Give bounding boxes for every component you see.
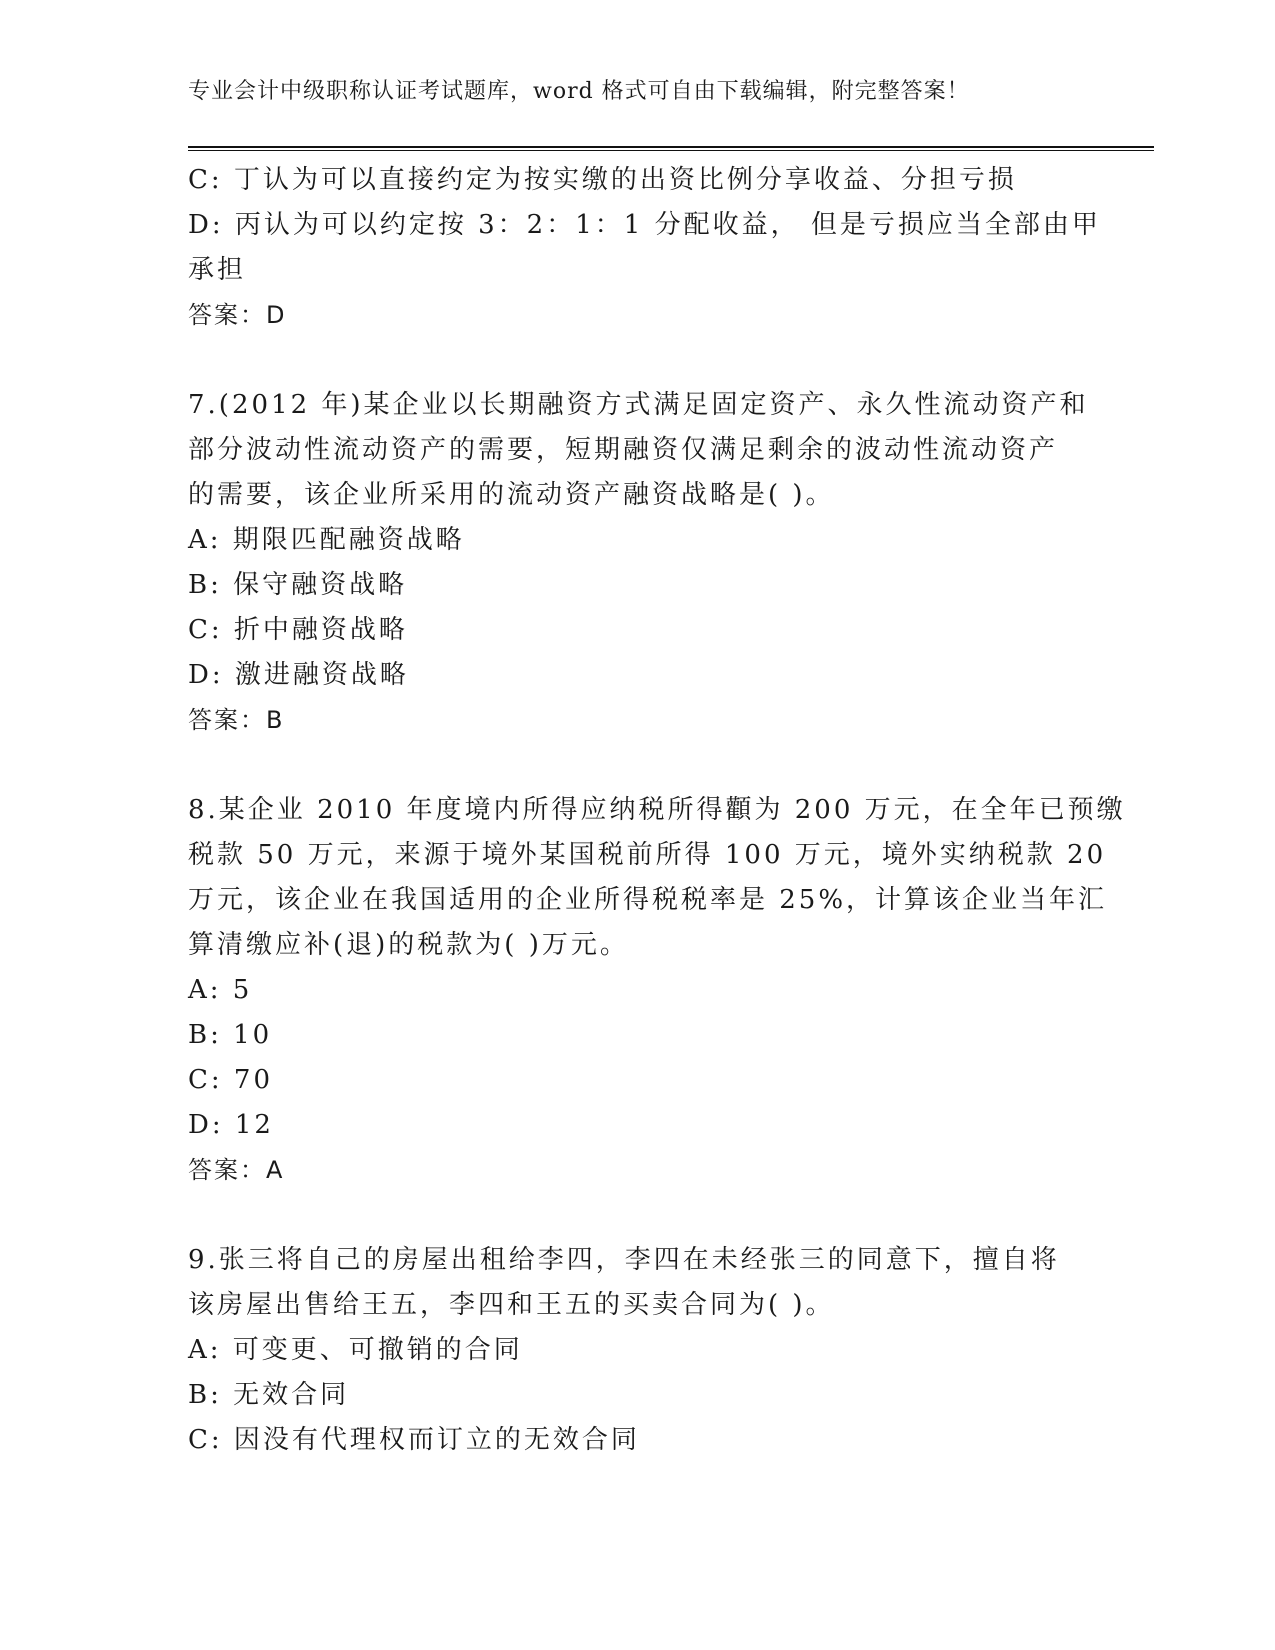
q7-option-b: B: 保守融资战略 — [188, 570, 408, 600]
header-rule — [188, 146, 1154, 151]
q7-stem-line3: 的需要，该企业所采用的流动资产融资战略是( )。 — [188, 480, 835, 510]
q7-option-a: A: 期限匹配融资战略 — [188, 525, 465, 555]
q9-option-b: B: 无效合同 — [188, 1380, 350, 1410]
q8-option-b: B: 10 — [188, 1020, 273, 1050]
q7-option-d: D: 激进融资战略 — [188, 660, 409, 690]
document-body — [188, 158, 1126, 1463]
q7-stem-line2: 部分波动性流动资产的需要，短期融资仅满足剩余的波动性流动资产 — [188, 435, 1059, 465]
q8-option-d: D: 12 — [188, 1110, 274, 1140]
q6-answer: 答案：D — [188, 301, 287, 329]
q6-option-d-line1: D: 丙认为可以约定按 3：2：1：1 分配收益， 但是亏损应当全部由甲 — [188, 210, 1101, 240]
q6-option-d-line2: 承担 — [188, 255, 247, 285]
q8-option-a: A: 5 — [188, 975, 253, 1005]
q8-stem-line3: 万元，该企业在我国适用的企业所得税税率是 25%，计算该企业当年汇 — [188, 885, 1108, 915]
q9-option-c: C: 因没有代理权而订立的无效合同 — [188, 1425, 640, 1455]
q8-stem-line4: 算清缴应补(退)的税款为( )万元。 — [188, 930, 629, 960]
q8-answer: 答案：A — [188, 1156, 285, 1184]
q9-option-a: A: 可变更、可撤销的合同 — [188, 1335, 523, 1365]
q7-answer: 答案：B — [188, 706, 285, 734]
q8-stem-line1: 8.某企业 2010 年度境内所得应纳税所得顴为 200 万元，在全年已预缴 — [188, 795, 1126, 825]
q9-stem-line1: 9.张三将自己的房屋出租给李四，李四在未经张三的同意下，擅自将 — [188, 1245, 1060, 1275]
page-header: 专业会计中级职称认证考试题库，word 格式可自由下载编辑，附完整答案！ — [188, 79, 970, 104]
q7-option-c: C: 折中融资战略 — [188, 615, 408, 645]
q9-stem-line2: 该房屋出售给王五，李四和王五的买卖合同为( )。 — [188, 1290, 835, 1320]
q8-option-c: C: 70 — [188, 1065, 274, 1095]
q7-stem-line1: 7.(2012 年)某企业以长期融资方式满足固定资产、永久性流动资产和 — [188, 390, 1089, 420]
q8-stem-line2: 税款 50 万元，来源于境外某国税前所得 100 万元，境外实纳税款 20 — [188, 840, 1107, 870]
q6-option-c: C: 丁认为可以直接约定为按实缴的出资比例分享收益、分担亏损 — [188, 165, 1017, 195]
